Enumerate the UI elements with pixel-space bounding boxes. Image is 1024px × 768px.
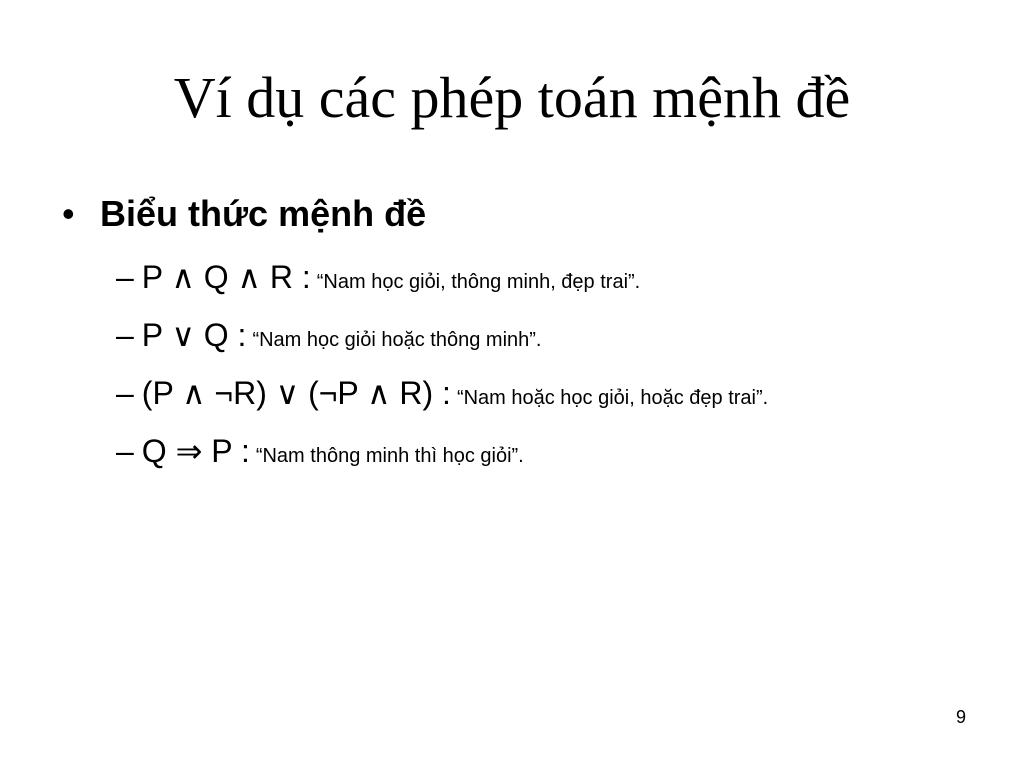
sub-item (116, 364, 768, 422)
formula: (P ∧ ¬R) ∨ (¬P ∧ R) : (141, 375, 451, 411)
formula: P ∧ Q ∧ R : (141, 259, 311, 295)
bullet-item (62, 186, 426, 242)
page-number: 9 (955, 707, 966, 727)
sub-item (116, 306, 768, 364)
meaning: “Nam hoặc học giỏi, hoặc đẹp trai”. (456, 387, 769, 409)
sub-item (116, 248, 768, 306)
sub-list (116, 248, 768, 480)
dash-marker: – (116, 375, 134, 411)
dash-marker: – (116, 433, 134, 469)
dash-marker: – (116, 259, 134, 295)
sub-item (116, 422, 768, 480)
meaning: “Nam học giỏi, thông minh, đẹp trai”. (316, 271, 641, 293)
dash-marker: – (116, 317, 134, 353)
formula: Q ⇒ P : (141, 433, 250, 469)
bullet-marker: • (62, 193, 75, 234)
formula: P ∨ Q : (141, 317, 247, 353)
meaning: “Nam học giỏi hoặc thông minh”. (252, 329, 542, 351)
bullet-text: Biểu thức mệnh đề (100, 193, 427, 234)
meaning: “Nam thông minh thì học giỏi”. (255, 445, 524, 467)
slide-title: Ví dụ các phép toán mệnh đề (173, 65, 851, 130)
